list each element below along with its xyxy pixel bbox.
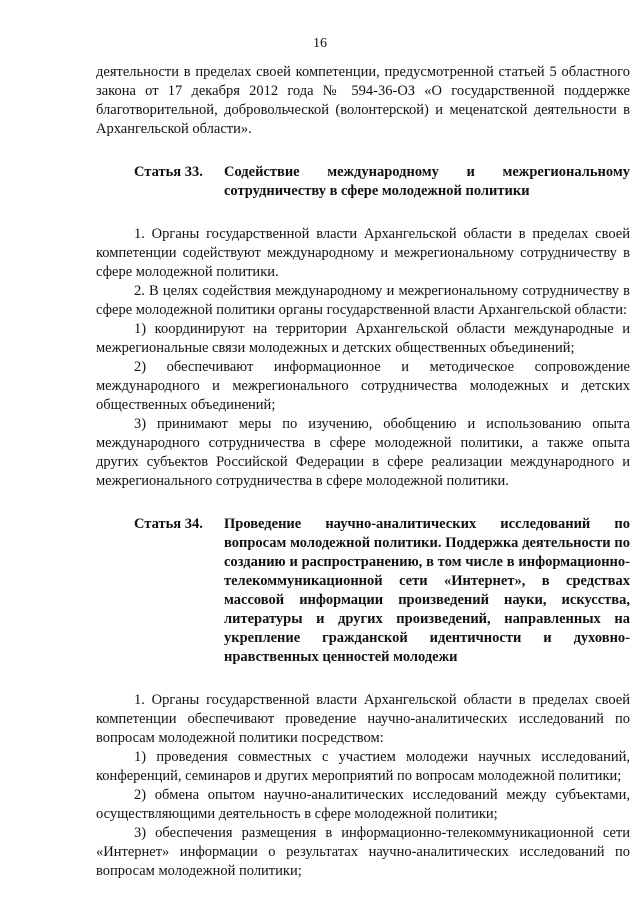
article-34-paragraph: 3) обеспечения размещения в информационно-телекоммуникационной сети «Интернет» информации о результатах научно-аналитических исследований по вопросам молодежной политики;	[96, 825, 630, 879]
article-34-title: Проведение научно-аналитических исследований по вопросам молодежной политики. Поддержка деятельности по созданию и распространению, в том числе в информационно-телекоммуникационной сети «Интернет», в средствах массовой информации произведений науки, искусства, литературы и других произведений, направленных на укрепление гражданской идентичности и духовно-нравственных ценностей молодежи	[224, 516, 630, 665]
article-33-paragraph: 3) принимают меры по изучению, обобщению и использованию опыта международного сотрудничества в сфере молодежной политики, а также опыта других субъектов Российской Федерации в сфере реализации международного и межрегионального сотрудничества в сфере молодежной политики.	[96, 416, 630, 489]
article-33-title: Содействие международному и межрегиональному сотрудничеству в сфере молодежной политики	[224, 164, 630, 199]
article-34-heading	[96, 515, 630, 667]
article-33-paragraph: 2) обеспечивают информационное и методическое сопровождение международного и межрегионального сотрудничества молодежных и детских общественных объединений;	[96, 359, 630, 413]
article-33-paragraph: 1. Органы государственной власти Архангельской области в пределах своей компетенции содействуют международному и межрегиональному сотрудничеству в сфере молодежной политики.	[96, 226, 630, 280]
article-34-paragraph: 2) обмена опытом научно-аналитических исследований между субъектами, осуществляющими деятельность в сфере молодежной политики;	[96, 787, 630, 822]
article-33-paragraph: 2. В целях содействия международному и межрегиональному сотрудничеству в сфере молодежной политики органы государственной власти Архангельской области:	[96, 283, 630, 318]
article-34-number: Статья 34.	[134, 516, 203, 532]
article-33-number: Статья 33.	[134, 164, 203, 180]
article-33-paragraph: 1) координируют на территории Архангельской области международные и межрегиональные связи молодежных и детских общественных объединений;	[96, 321, 630, 356]
article-34-paragraph: 1) проведения совместных с участием молодежи научных исследований, конференций, семинаров и других мероприятий по вопросам молодежной политики;	[96, 749, 630, 784]
intro-paragraph: деятельности в пределах своей компетенции, предусмотренной статьей 5 областного закона от 17 декабря 2012 года № 594-36-ОЗ «О государственной поддержке благотворительной, добровольческой (волонтерской) и меценатской деятельности в Архангельской области».	[96, 64, 630, 137]
document-content	[96, 63, 630, 881]
page-number: 16	[313, 36, 327, 51]
article-34-paragraph: 1. Органы государственной власти Архангельской области в пределах своей компетенции обеспечивают проведение научно-аналитических исследований по вопросам молодежной политики посредством:	[96, 692, 630, 746]
article-33-heading	[96, 163, 630, 201]
